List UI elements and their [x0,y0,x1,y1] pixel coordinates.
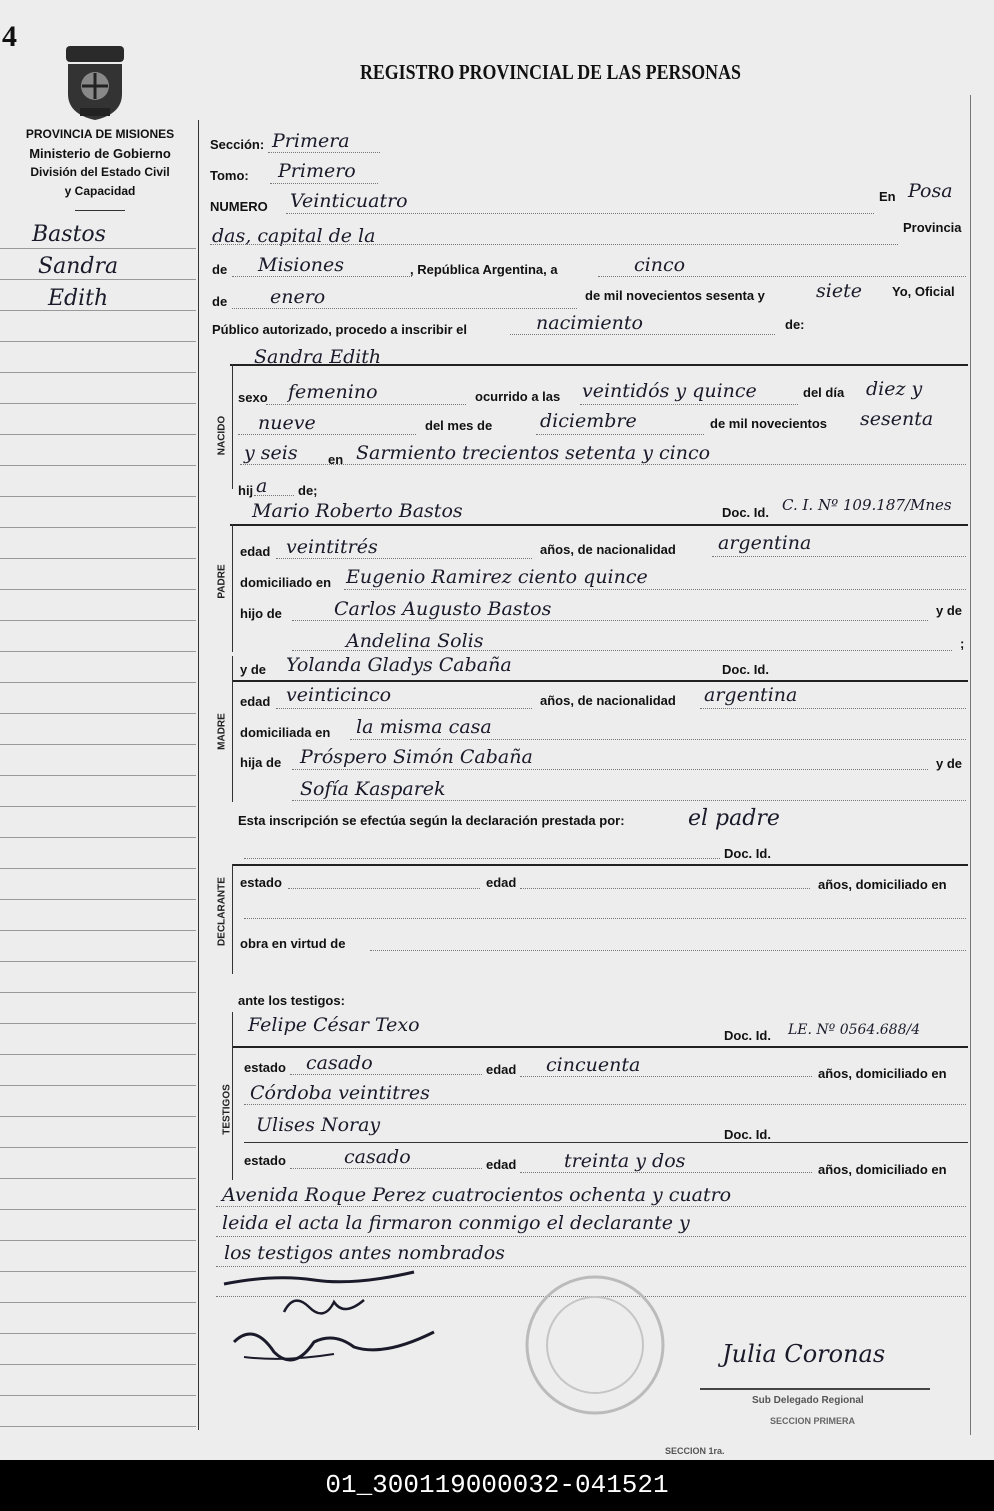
madre-madre-value: Sofía Kasparek [300,778,446,800]
mes-label: del mes de [425,418,493,433]
margin-first-name: Sandra [38,254,119,279]
padre-name: Mario Roberto Bastos [252,500,463,522]
testigo2-edad-value: treinta y dos [564,1150,686,1172]
stamp-line-1: Sub Delegado Regional [752,1395,864,1406]
testigo2-estado-label: estado [244,1153,286,1168]
madre-dom-label: domiciliada en [240,725,331,740]
act-type-value: nacimiento [536,312,643,334]
seccion-label: Sección: [210,137,265,152]
padre-bracket [232,524,233,652]
madre-yde-label: y de [240,662,267,677]
testigo2-edad-label: edad [486,1157,517,1172]
margin-rule [0,558,196,559]
hijo-label: hij [238,483,254,498]
margin-rule [0,1178,196,1179]
year-value: siete [816,280,862,302]
declarante-estado-label: estado [240,875,282,890]
province-de-label: de [212,262,228,277]
testigo1-anios-label: años, domiciliado en [818,1066,947,1081]
testigo2-name: Ulises Noray [256,1114,381,1136]
tomo-label: Tomo: [210,168,249,183]
margin-rule [0,341,196,342]
padre-padre-value: Carlos Augusto Bastos [334,598,552,620]
madre-top-rule [232,680,968,682]
testigo2-rule [244,1142,968,1143]
padre-top-rule [230,524,968,526]
lugar-value: Sarmiento trecientos setenta y cinco [356,442,711,464]
nacido-top-rule [230,364,968,366]
madre-padre-value: Próspero Simón Cabaña [300,746,533,768]
year-label: de mil novecientos sesenta y [585,288,765,303]
publico-label: Público autorizado, procedo a inscribir el [212,322,467,337]
sexo-label: sexo [238,390,268,405]
declarante-edad-label: edad [486,875,517,890]
margin-rule [0,651,196,652]
testigo1-estado-value: casado [306,1052,373,1074]
margin-rule [0,713,196,714]
testigo1-doc-label: Doc. Id. [724,1028,771,1043]
margin-rule [0,1240,196,1241]
margin-rule [0,806,196,807]
authority-capacity: y Capacidad [64,184,136,198]
margin-rule [0,930,196,931]
dia-value-2: nueve [258,412,316,434]
margin-rule [0,248,196,249]
declarante-obra-label: obra en virtud de [240,936,346,951]
margin-rule [0,620,196,621]
margin-rule [0,496,196,497]
margin-rule [0,961,196,962]
testigo2-domicilio: Avenida Roque Perez cuatrocientos ochenta y cuatro [222,1184,732,1206]
padre-nac-label: años, de nacionalidad [540,542,676,557]
margin-rule [0,992,196,993]
declarante-doc-label: Doc. Id. [724,846,771,861]
madre-edad-label: edad [240,694,271,709]
margin-surname: Bastos [32,222,106,247]
declarante-anios-label: años, domiciliado en [818,877,947,892]
margin-rule [0,527,196,528]
declarante-intro-label: Esta inscripción se efectúa según la declaración prestada por: [238,813,625,828]
signature-line [700,1388,930,1390]
testigo2-estado-value: casado [344,1146,411,1168]
authority-underline [75,210,125,211]
oficial-label: Yo, Oficial [892,284,955,299]
mes-value: diciembre [540,410,637,432]
closing-line-1: leida el acta la firmaron conmigo el declarante y [222,1212,690,1234]
page-number: 4 [2,20,17,53]
section-padre-label: PADRE [216,564,228,599]
seccion-value: Primera [272,130,350,152]
margin-middle-name: Edith [48,286,109,311]
right-border [970,95,971,1435]
margin-rule [0,868,196,869]
margin-rule [0,589,196,590]
declarante-por-value: el padre [688,806,780,831]
margin-rule [0,372,196,373]
padre-semicolon: ; [960,636,965,651]
testigo2-doc-label: Doc. Id. [724,1127,771,1142]
madre-hija-label: hija de [240,755,282,770]
testigo1-edad-value: cincuenta [546,1054,641,1076]
de-colon-label: de: [785,317,805,332]
section-madre-label: MADRE [216,713,228,750]
padre-yde-label: y de [936,603,963,618]
month-de-label: de [212,294,228,309]
testigo1-estado-label: estado [244,1060,286,1075]
coat-of-arms-emblem [62,44,128,122]
testigo1-edad-label: edad [486,1062,517,1077]
anio-value-2: y seis [244,442,298,464]
dia-value: diez y [866,378,923,400]
testigo2-anios-label: años, domiciliado en [818,1162,947,1177]
del-dia-label: del día [803,385,845,400]
republica-label: , República Argentina, a [410,262,558,277]
padre-doc-label: Doc. Id. [722,505,769,520]
province-value: Misiones [258,254,345,276]
en-lugar-label: en [328,452,344,467]
document-title: REGISTRO PROVINCIAL DE LAS PERSONAS [360,60,741,84]
madre-domicilio-value: la misma casa [356,716,492,738]
padre-doc-value: C. I. Nº 109.187/Mnes [782,496,952,514]
madre-bracket [232,656,233,802]
margin-rule [0,279,196,280]
margin-rule [0,434,196,435]
witness-signatures [214,1262,474,1382]
testigos-ante-label: ante los testigos: [238,993,345,1008]
madre-nac-label: años, de nacionalidad [540,693,676,708]
authority-province: PROVINCIA DE MISIONES [25,127,175,141]
nacido-bracket [232,364,233,489]
provincia-label: Provincia [903,220,962,235]
nacido-name: Sandra Edith [254,346,382,368]
margin-rule [0,1426,196,1427]
hijo-value: a [256,475,268,497]
official-signature: Julia Coronas [722,1340,886,1368]
declarante-bracket [232,864,233,974]
padre-edad-value: veintitrés [286,536,378,558]
bottom-stamp-mark: SECCION 1ra. [665,1446,725,1456]
margin-rule [0,1271,196,1272]
official-seal [520,1270,670,1420]
madre-edad-value: veinticinco [286,684,392,706]
section-nacido-label: NACIDO [216,415,228,456]
padre-edad-label: edad [240,544,271,559]
padre-hijo-label: hijo de [240,606,282,621]
section-declarante-label: DECLARANTE [216,877,228,946]
margin-rule [0,775,196,776]
anio-label: de mil novecientos [710,416,828,431]
numero-label: NUMERO [210,199,268,214]
margin-rule [0,1085,196,1086]
padre-dom-label: domiciliado en [240,575,332,590]
archive-id-footer: 01_300119000032-041521 [0,1460,994,1511]
hora-value: veintidós y quince [582,380,757,402]
madre-doc-label: Doc. Id. [722,662,769,677]
day-value: cinco [634,254,686,276]
stamp-line-2: SECCION PRIMERA [770,1416,856,1426]
testigo1-domicilio: Córdoba veintitres [250,1082,430,1104]
padre-domicilio-value: Eugenio Ramirez ciento quince [346,566,648,588]
testigos-top-rule [232,1046,968,1048]
padre-madre-value: Andelina Solis [346,630,484,652]
margin-rule [0,1333,196,1334]
en-label: En [879,189,896,204]
numero-value: Veinticuatro [290,190,408,212]
margin-rule [0,1364,196,1365]
margin-rule [0,403,196,404]
authority-ministry: Ministerio de Gobierno [29,146,171,161]
sexo-value: femenino [288,381,378,403]
madre-name: Yolanda Gladys Cabaña [286,654,512,676]
margin-rule [0,1054,196,1055]
margin-rule [0,1395,196,1396]
margin-rule [0,465,196,466]
margin-rule [0,1023,196,1024]
declarante-top-rule [232,864,968,866]
authority-division: División del Estado Civil [30,165,170,179]
margin-rule [0,899,196,900]
ocurrido-label: ocurrido a las [475,389,561,404]
section-testigos-label: TESTIGOS [221,1084,233,1135]
hijo-de-label: de; [298,483,318,498]
madre-nacionalidad-value: argentina [704,684,798,706]
margin-divider [198,120,199,1430]
madre-yde-label-2: y de [936,756,963,771]
margin-rule [0,837,196,838]
padre-nacionalidad-value: argentina [718,532,812,554]
margin-rule [0,1209,196,1210]
month-value: enero [270,286,326,308]
margin-rule [0,1147,196,1148]
margin-rule [0,1116,196,1117]
place-value-1: Posa [908,180,953,202]
place-value-2: das, capital de la [212,225,376,247]
testigo1-name: Felipe César Texo [248,1014,420,1036]
anio-value: sesenta [860,408,934,430]
margin-rule [0,744,196,745]
testigo1-doc-value: LE. Nº 0564.688/4 [788,1022,921,1038]
margin-rule [0,1302,196,1303]
margin-rule [0,682,196,683]
authority-block [5,125,195,201]
closing-line-2: los testigos antes nombrados [224,1242,505,1264]
tomo-value: Primero [278,160,356,182]
